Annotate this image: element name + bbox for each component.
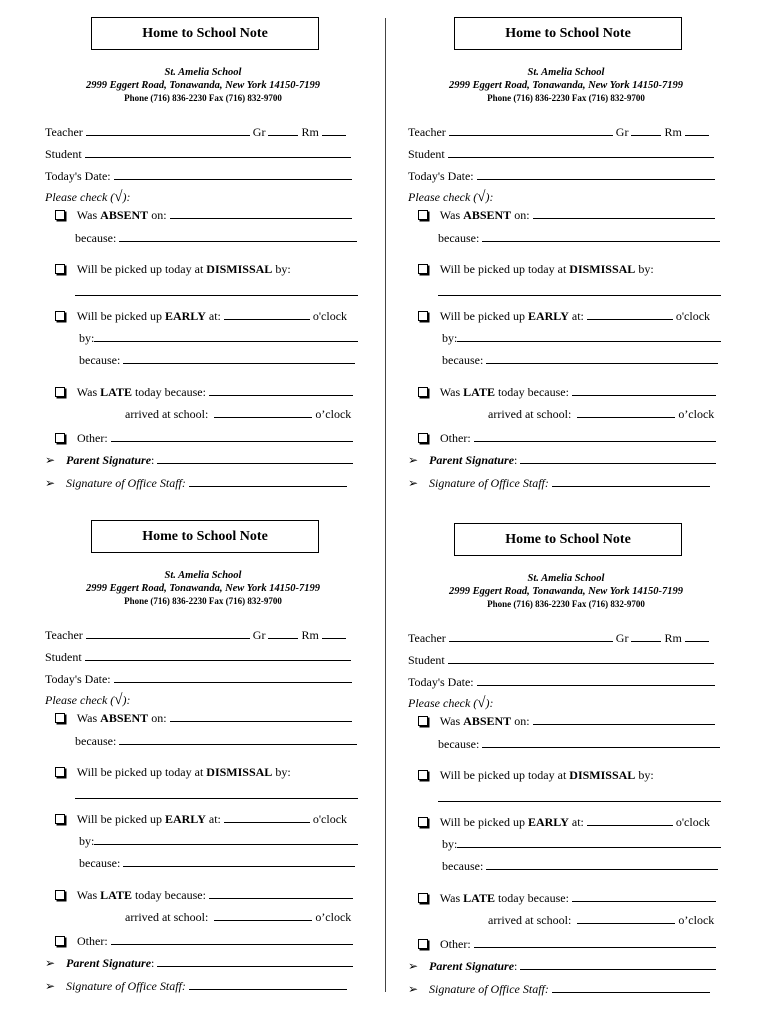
dismissal-row bbox=[55, 261, 291, 277]
checkmark-icon: √ bbox=[114, 692, 123, 708]
teacher-row bbox=[45, 123, 346, 140]
home-to-school-note bbox=[45, 17, 385, 517]
please-check-suffix: ): bbox=[122, 693, 131, 707]
dismissal-row bbox=[55, 764, 291, 780]
early-row bbox=[55, 810, 347, 827]
dismissal-by-label: by: bbox=[638, 768, 654, 782]
note-title: Home to School Note bbox=[454, 523, 682, 556]
school-name: St. Amelia School bbox=[527, 573, 605, 584]
dismissal-by-field[interactable] bbox=[438, 295, 721, 296]
student-row bbox=[45, 648, 351, 665]
parent-signature-field[interactable] bbox=[520, 957, 716, 970]
room-field[interactable] bbox=[322, 123, 346, 136]
late-because-field[interactable] bbox=[209, 383, 353, 396]
early-checkbox[interactable] bbox=[55, 311, 65, 321]
room-label: Rm bbox=[664, 631, 682, 645]
early-because-field[interactable] bbox=[123, 351, 355, 364]
other-field[interactable] bbox=[474, 935, 716, 948]
grade-label: Gr bbox=[615, 631, 629, 645]
late-because-field[interactable] bbox=[572, 889, 716, 902]
other-label: Other: bbox=[77, 934, 108, 948]
arrived-label: arrived at school: bbox=[125, 407, 209, 421]
absent-row bbox=[55, 206, 352, 223]
early-because-field[interactable] bbox=[123, 854, 355, 867]
early-because-field[interactable] bbox=[486, 351, 718, 364]
absent-row bbox=[418, 712, 715, 729]
office-signature-label: Signature of Office Staff: bbox=[429, 476, 549, 490]
early-by-field[interactable] bbox=[94, 329, 358, 342]
checkmark-icon: √ bbox=[477, 189, 486, 205]
arrived-row bbox=[488, 911, 714, 928]
school-phone-fax: Phone (716) 836-2230 Fax (716) 832-9700 bbox=[487, 599, 645, 609]
room-label: Rm bbox=[301, 125, 319, 139]
arrived-oclock-label: o’clock bbox=[678, 407, 715, 421]
note-title: Home to School Note bbox=[91, 17, 319, 50]
student-row bbox=[408, 145, 714, 162]
teacher-row bbox=[408, 629, 709, 646]
dismissal-by-field[interactable] bbox=[75, 798, 358, 799]
date-field[interactable] bbox=[477, 673, 715, 686]
school-address: 2999 Eggert Road, Tonawanda, New York 14150-7199 bbox=[449, 586, 683, 597]
was-label: Was bbox=[439, 208, 461, 222]
late-because-label: today because: bbox=[497, 891, 569, 905]
early-checkbox[interactable] bbox=[418, 817, 428, 827]
early-because-row bbox=[79, 351, 355, 368]
teacher-row bbox=[408, 123, 709, 140]
early-checkbox[interactable] bbox=[55, 814, 65, 824]
early-because-label: because: bbox=[442, 859, 484, 873]
date-field[interactable] bbox=[114, 670, 352, 683]
early-because-row bbox=[79, 854, 355, 871]
other-row bbox=[418, 429, 716, 446]
early-at-label: at: bbox=[208, 812, 221, 826]
please-check-row bbox=[45, 692, 131, 708]
office-signature-label: Signature of Office Staff: bbox=[429, 982, 549, 996]
early-at-label: at: bbox=[571, 309, 584, 323]
arrived-label: arrived at school: bbox=[488, 407, 572, 421]
on-label: on: bbox=[514, 208, 530, 222]
please-check-label: Please check ( bbox=[45, 190, 115, 204]
student-label: Student bbox=[45, 147, 82, 161]
early-time-field[interactable] bbox=[224, 810, 310, 823]
teacher-label: Teacher bbox=[45, 628, 83, 642]
please-check-row bbox=[408, 189, 494, 205]
student-row bbox=[45, 145, 351, 162]
absent-word: ABSENT bbox=[463, 208, 512, 222]
late-was-label: Was bbox=[76, 888, 98, 902]
early-oclock-label: o'clock bbox=[312, 812, 348, 826]
office-signature-row bbox=[45, 474, 347, 491]
room-field[interactable] bbox=[685, 629, 709, 642]
early-by-row bbox=[79, 832, 358, 849]
late-word: LATE bbox=[100, 385, 132, 399]
office-signature-row bbox=[408, 474, 710, 491]
early-by-row bbox=[442, 329, 721, 346]
late-because-field[interactable] bbox=[572, 383, 716, 396]
late-word: LATE bbox=[100, 888, 132, 902]
other-field[interactable] bbox=[111, 429, 353, 442]
school-name: St. Amelia School bbox=[164, 570, 242, 581]
late-checkbox[interactable] bbox=[55, 387, 65, 397]
arrow-bullet-icon: ➢ bbox=[45, 453, 56, 467]
was-label: Was bbox=[76, 208, 98, 222]
absent-date-field[interactable] bbox=[533, 206, 715, 219]
dismissal-prefix: Will be picked up today at bbox=[76, 262, 204, 276]
late-checkbox[interactable] bbox=[418, 893, 428, 903]
arrived-oclock-label: o’clock bbox=[315, 910, 352, 924]
early-word: EARLY bbox=[164, 309, 206, 323]
on-label: on: bbox=[151, 711, 167, 725]
arrived-time-field[interactable] bbox=[577, 405, 675, 418]
office-signature-field[interactable] bbox=[552, 474, 710, 487]
room-label: Rm bbox=[664, 125, 682, 139]
dismissal-row bbox=[418, 767, 654, 783]
parent-signature-label: Parent Signature bbox=[429, 453, 515, 467]
room-field[interactable] bbox=[322, 626, 346, 639]
school-phone-fax: Phone (716) 836-2230 Fax (716) 832-9700 bbox=[487, 93, 645, 103]
absent-because-field[interactable] bbox=[482, 229, 720, 242]
on-label: on: bbox=[151, 208, 167, 222]
early-row bbox=[418, 813, 710, 830]
arrived-label: arrived at school: bbox=[488, 913, 572, 927]
absent-because-field[interactable] bbox=[119, 229, 357, 242]
was-label: Was bbox=[76, 711, 98, 725]
other-label: Other: bbox=[77, 431, 108, 445]
late-checkbox[interactable] bbox=[55, 890, 65, 900]
other-label: Other: bbox=[440, 937, 471, 951]
grade-field[interactable] bbox=[631, 629, 661, 642]
other-checkbox[interactable] bbox=[55, 433, 65, 443]
early-row bbox=[55, 307, 347, 324]
arrow-bullet-icon: ➢ bbox=[408, 982, 419, 996]
office-signature-field[interactable] bbox=[552, 980, 710, 993]
teacher-row bbox=[45, 626, 346, 643]
because-label: because: bbox=[438, 737, 480, 751]
early-by-field[interactable] bbox=[457, 835, 721, 848]
date-label: Today's Date: bbox=[408, 169, 474, 183]
note-title: Home to School Note bbox=[91, 520, 319, 553]
dismissal-by-field[interactable] bbox=[438, 801, 721, 802]
home-to-school-note bbox=[408, 523, 748, 1023]
parent-signature-label: Parent Signature bbox=[66, 956, 152, 970]
arrived-label: arrived at school: bbox=[125, 910, 209, 924]
early-oclock-label: o'clock bbox=[675, 309, 711, 323]
other-label: Other: bbox=[440, 431, 471, 445]
other-checkbox[interactable] bbox=[55, 936, 65, 946]
please-check-suffix: ): bbox=[485, 696, 494, 710]
other-row bbox=[418, 935, 716, 952]
absent-row bbox=[418, 206, 715, 223]
grade-field[interactable] bbox=[268, 123, 298, 136]
office-signature-row bbox=[408, 980, 710, 997]
parent-signature-field[interactable] bbox=[520, 451, 716, 464]
early-by-field[interactable] bbox=[457, 329, 721, 342]
absent-because-field[interactable] bbox=[119, 732, 357, 745]
school-address: 2999 Eggert Road, Tonawanda, New York 14150-7199 bbox=[86, 583, 320, 594]
early-because-row bbox=[442, 857, 718, 874]
arrived-row bbox=[125, 405, 351, 422]
early-at-label: at: bbox=[208, 309, 221, 323]
absent-because-row bbox=[75, 732, 357, 749]
early-prefix: Will be picked up bbox=[439, 309, 525, 323]
late-because-label: today because: bbox=[134, 888, 206, 902]
dismissal-by-label: by: bbox=[275, 765, 291, 779]
office-signature-label: Signature of Office Staff: bbox=[66, 979, 186, 993]
dismissal-prefix: Will be picked up today at bbox=[439, 262, 567, 276]
dismissal-by-label: by: bbox=[638, 262, 654, 276]
late-was-label: Was bbox=[439, 385, 461, 399]
teacher-field[interactable] bbox=[449, 123, 613, 136]
teacher-label: Teacher bbox=[408, 125, 446, 139]
arrived-oclock-label: o’clock bbox=[315, 407, 352, 421]
early-because-label: because: bbox=[79, 353, 121, 367]
absent-word: ABSENT bbox=[100, 208, 149, 222]
teacher-field[interactable] bbox=[449, 629, 613, 642]
arrow-bullet-icon: ➢ bbox=[45, 979, 56, 993]
teacher-label: Teacher bbox=[408, 631, 446, 645]
other-row bbox=[55, 932, 353, 949]
early-by-label: by: bbox=[79, 834, 95, 848]
please-check-label: Please check ( bbox=[45, 693, 115, 707]
student-field[interactable] bbox=[448, 651, 714, 664]
early-word: EARLY bbox=[164, 812, 206, 826]
late-word: LATE bbox=[463, 891, 495, 905]
student-field[interactable] bbox=[85, 145, 351, 158]
date-row bbox=[408, 167, 715, 184]
dismissal-word: DISMISSAL bbox=[206, 765, 273, 779]
other-row bbox=[55, 429, 353, 446]
dismissal-by-field[interactable] bbox=[75, 295, 358, 296]
checkmark-icon: √ bbox=[114, 189, 123, 205]
dismissal-checkbox[interactable] bbox=[418, 264, 428, 274]
arrow-bullet-icon: ➢ bbox=[408, 959, 419, 973]
absent-word: ABSENT bbox=[100, 711, 149, 725]
absent-date-field[interactable] bbox=[170, 709, 352, 722]
absent-date-field[interactable] bbox=[533, 712, 715, 725]
school-address: 2999 Eggert Road, Tonawanda, New York 14150-7199 bbox=[86, 80, 320, 91]
school-name: St. Amelia School bbox=[527, 67, 605, 78]
dismissal-word: DISMISSAL bbox=[206, 262, 273, 276]
center-divider bbox=[385, 18, 386, 992]
dismissal-by-label: by: bbox=[275, 262, 291, 276]
parent-signature-label: Parent Signature bbox=[429, 959, 515, 973]
date-field[interactable] bbox=[114, 167, 352, 180]
parent-signature-field[interactable] bbox=[157, 451, 353, 464]
date-label: Today's Date: bbox=[408, 675, 474, 689]
early-word: EARLY bbox=[527, 815, 569, 829]
on-label: on: bbox=[514, 714, 530, 728]
school-name: St. Amelia School bbox=[164, 67, 242, 78]
parent-signature-row: ➢ Parent Signature: bbox=[45, 954, 353, 971]
early-by-row bbox=[79, 329, 358, 346]
arrow-bullet-icon: ➢ bbox=[408, 476, 419, 490]
student-field[interactable] bbox=[85, 648, 351, 661]
dismissal-prefix: Will be picked up today at bbox=[439, 768, 567, 782]
early-oclock-label: o'clock bbox=[675, 815, 711, 829]
arrow-bullet-icon: ➢ bbox=[45, 956, 56, 970]
was-label: Was bbox=[439, 714, 461, 728]
school-phone-fax: Phone (716) 836-2230 Fax (716) 832-9700 bbox=[124, 596, 282, 606]
grade-field[interactable] bbox=[631, 123, 661, 136]
late-because-label: today because: bbox=[134, 385, 206, 399]
please-check-suffix: ): bbox=[122, 190, 131, 204]
early-row bbox=[418, 307, 710, 324]
arrow-bullet-icon: ➢ bbox=[45, 476, 56, 490]
early-by-row bbox=[442, 835, 721, 852]
late-row bbox=[55, 383, 353, 400]
absent-date-field[interactable] bbox=[170, 206, 352, 219]
because-label: because: bbox=[75, 734, 117, 748]
school-address: 2999 Eggert Road, Tonawanda, New York 14150-7199 bbox=[449, 80, 683, 91]
please-check-row bbox=[408, 695, 494, 711]
student-label: Student bbox=[45, 650, 82, 664]
absent-row bbox=[55, 709, 352, 726]
room-label: Rm bbox=[301, 628, 319, 642]
student-label: Student bbox=[408, 653, 445, 667]
dismissal-checkbox[interactable] bbox=[55, 264, 65, 274]
early-oclock-label: o'clock bbox=[312, 309, 348, 323]
home-to-school-note bbox=[408, 17, 748, 517]
arrived-time-field[interactable] bbox=[214, 908, 312, 921]
other-field[interactable] bbox=[474, 429, 716, 442]
grade-label: Gr bbox=[615, 125, 629, 139]
late-was-label: Was bbox=[439, 891, 461, 905]
please-check-label: Please check ( bbox=[408, 696, 478, 710]
dismissal-checkbox[interactable] bbox=[418, 770, 428, 780]
date-row bbox=[45, 167, 352, 184]
absent-because-field[interactable] bbox=[482, 735, 720, 748]
because-label: because: bbox=[75, 231, 117, 245]
parent-signature-label: Parent Signature bbox=[66, 453, 152, 467]
late-row bbox=[418, 889, 716, 906]
late-because-label: today because: bbox=[497, 385, 569, 399]
late-checkbox[interactable] bbox=[418, 387, 428, 397]
other-field[interactable] bbox=[111, 932, 353, 945]
teacher-field[interactable] bbox=[86, 626, 250, 639]
checkmark-icon: √ bbox=[477, 695, 486, 711]
office-signature-field[interactable] bbox=[189, 977, 347, 990]
arrived-row bbox=[488, 405, 714, 422]
date-row bbox=[408, 673, 715, 690]
early-prefix: Will be picked up bbox=[76, 309, 162, 323]
please-check-label: Please check ( bbox=[408, 190, 478, 204]
absent-because-row bbox=[438, 735, 720, 752]
early-by-field[interactable] bbox=[94, 832, 358, 845]
because-label: because: bbox=[438, 231, 480, 245]
late-row bbox=[55, 886, 353, 903]
student-label: Student bbox=[408, 147, 445, 161]
absent-word: ABSENT bbox=[463, 714, 512, 728]
school-phone-fax: Phone (716) 836-2230 Fax (716) 832-9700 bbox=[124, 93, 282, 103]
teacher-label: Teacher bbox=[45, 125, 83, 139]
early-prefix: Will be picked up bbox=[439, 815, 525, 829]
absent-checkbox[interactable] bbox=[418, 210, 428, 220]
date-field[interactable] bbox=[477, 167, 715, 180]
office-signature-field[interactable] bbox=[189, 474, 347, 487]
absent-checkbox[interactable] bbox=[418, 716, 428, 726]
parent-signature-field[interactable] bbox=[157, 954, 353, 967]
date-label: Today's Date: bbox=[45, 672, 111, 686]
grade-label: Gr bbox=[252, 125, 266, 139]
absent-because-row bbox=[75, 229, 357, 246]
early-word: EARLY bbox=[527, 309, 569, 323]
grade-label: Gr bbox=[252, 628, 266, 642]
date-label: Today's Date: bbox=[45, 169, 111, 183]
dismissal-row bbox=[418, 261, 654, 277]
late-was-label: Was bbox=[76, 385, 98, 399]
please-check-row bbox=[45, 189, 131, 205]
room-field[interactable] bbox=[685, 123, 709, 136]
parent-signature-row: ➢ Parent Signature: bbox=[45, 451, 353, 468]
arrived-time-field[interactable] bbox=[214, 405, 312, 418]
early-by-label: by: bbox=[79, 331, 95, 345]
early-time-field[interactable] bbox=[224, 307, 310, 320]
late-row bbox=[418, 383, 716, 400]
early-by-label: by: bbox=[442, 837, 458, 851]
dismissal-checkbox[interactable] bbox=[55, 767, 65, 777]
early-because-label: because: bbox=[79, 856, 121, 870]
early-prefix: Will be picked up bbox=[76, 812, 162, 826]
office-signature-row bbox=[45, 977, 347, 994]
early-by-label: by: bbox=[442, 331, 458, 345]
arrow-bullet-icon: ➢ bbox=[408, 453, 419, 467]
early-because-row bbox=[442, 351, 718, 368]
note-title: Home to School Note bbox=[454, 17, 682, 50]
other-checkbox[interactable] bbox=[418, 433, 428, 443]
late-because-field[interactable] bbox=[209, 886, 353, 899]
parent-signature-row: ➢ Parent Signature: bbox=[408, 451, 716, 468]
early-because-field[interactable] bbox=[486, 857, 718, 870]
other-checkbox[interactable] bbox=[418, 939, 428, 949]
early-because-label: because: bbox=[442, 353, 484, 367]
arrived-oclock-label: o’clock bbox=[678, 913, 715, 927]
dismissal-word: DISMISSAL bbox=[569, 768, 636, 782]
absent-checkbox[interactable] bbox=[55, 210, 65, 220]
student-row bbox=[408, 651, 714, 668]
early-checkbox[interactable] bbox=[418, 311, 428, 321]
parent-signature-row: ➢ Parent Signature: bbox=[408, 957, 716, 974]
early-time-field[interactable] bbox=[587, 813, 673, 826]
arrived-row bbox=[125, 908, 351, 925]
teacher-field[interactable] bbox=[86, 123, 250, 136]
absent-checkbox[interactable] bbox=[55, 713, 65, 723]
office-signature-label: Signature of Office Staff: bbox=[66, 476, 186, 490]
early-at-label: at: bbox=[571, 815, 584, 829]
dismissal-word: DISMISSAL bbox=[569, 262, 636, 276]
arrived-time-field[interactable] bbox=[577, 911, 675, 924]
student-field[interactable] bbox=[448, 145, 714, 158]
date-row bbox=[45, 670, 352, 687]
dismissal-prefix: Will be picked up today at bbox=[76, 765, 204, 779]
early-time-field[interactable] bbox=[587, 307, 673, 320]
late-word: LATE bbox=[463, 385, 495, 399]
absent-because-row bbox=[438, 229, 720, 246]
home-to-school-note bbox=[45, 520, 385, 1020]
please-check-suffix: ): bbox=[485, 190, 494, 204]
grade-field[interactable] bbox=[268, 626, 298, 639]
